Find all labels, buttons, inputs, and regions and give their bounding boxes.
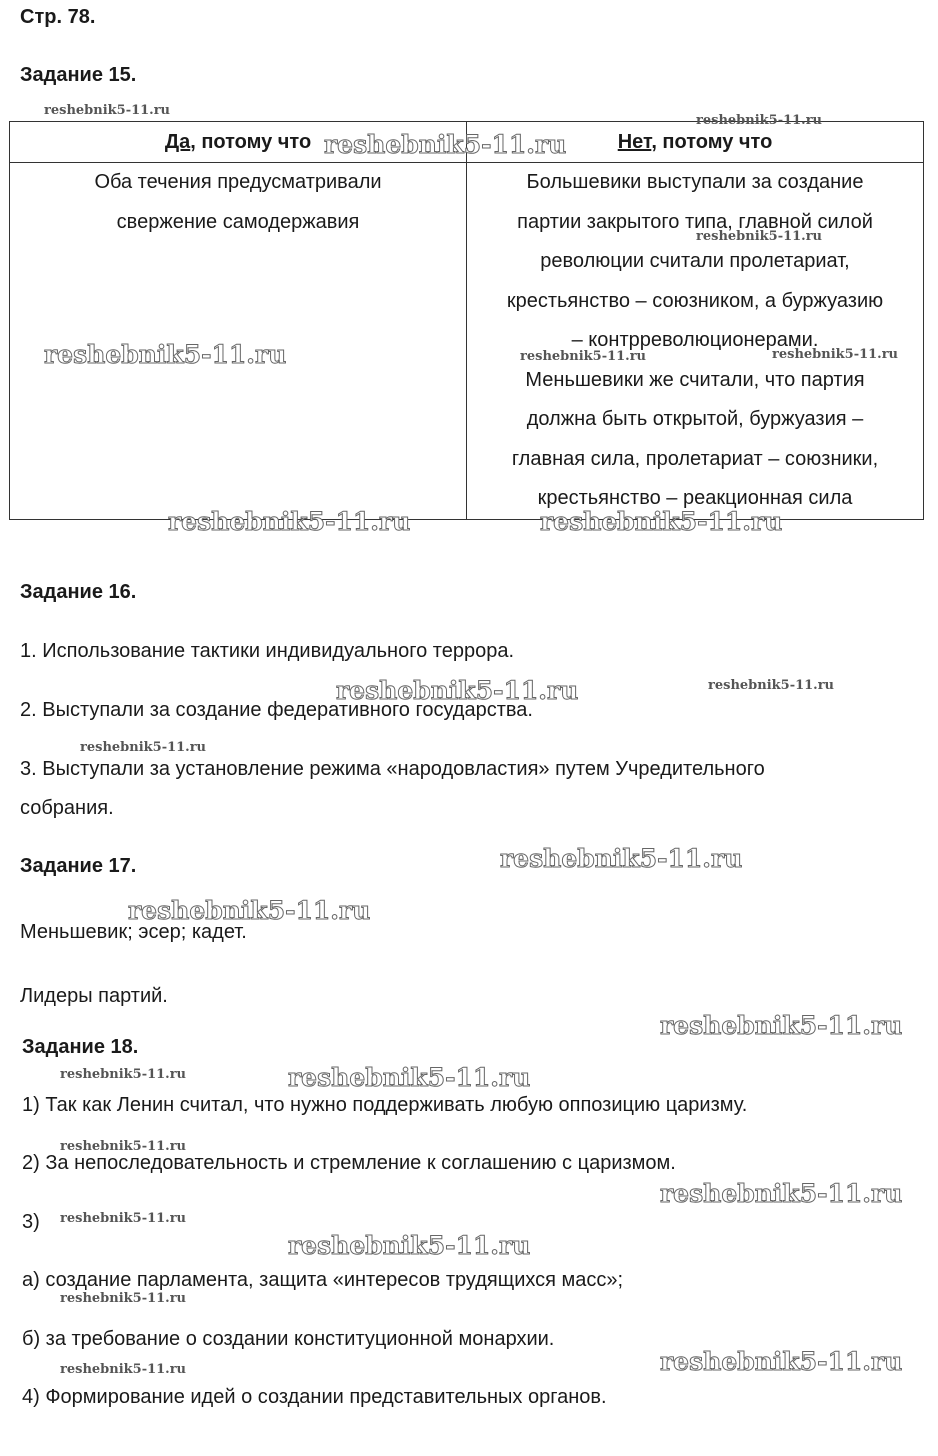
watermark: reshebnik5-11.ru	[168, 507, 411, 536]
watermark: reshebnik5-11.ru	[60, 1139, 187, 1154]
task16-item: собрания.	[20, 797, 114, 819]
watermark: reshebnik5-11.ru	[324, 130, 567, 159]
task18-item: а) создание парламента, защита «интересов трудящихся масс»;	[22, 1269, 624, 1291]
yes-rest: , потому что	[190, 130, 312, 153]
watermark: reshebnik5-11.ru	[660, 1179, 903, 1208]
task18-item: 2) За непоследовательность и стремление к соглашению с царизмом.	[22, 1152, 676, 1174]
watermark: reshebnik5-11.ru	[60, 1291, 187, 1306]
watermark: reshebnik5-11.ru	[60, 1362, 187, 1377]
watermark: reshebnik5-11.ru	[44, 340, 287, 369]
watermark: reshebnik5-11.ru	[520, 349, 647, 364]
no-line: партии закрытого типа, главной силой	[517, 210, 873, 233]
watermark: reshebnik5-11.ru	[660, 1347, 903, 1376]
no-rest: , потому что	[651, 130, 773, 153]
yes-line: Оба течения предусматривали	[94, 171, 382, 193]
watermark: reshebnik5-11.ru	[540, 507, 783, 536]
watermark: reshebnik5-11.ru	[772, 347, 899, 362]
task18-heading: Задание 18.	[22, 1036, 139, 1058]
task15-table	[9, 121, 924, 520]
no-line: Большевики выступали за создание	[526, 171, 864, 193]
no-line: крестьянство – реакционная сила	[537, 487, 853, 509]
watermark: reshebnik5-11.ru	[708, 678, 835, 693]
task17-answer: Лидеры партий.	[20, 985, 168, 1007]
no-word: Нет	[617, 130, 652, 153]
watermark: reshebnik5-11.ru	[60, 1067, 187, 1082]
task18-item: б) за требование о создании конституционной монархии.	[22, 1328, 555, 1350]
task16-heading: Задание 16.	[20, 581, 137, 603]
watermark: reshebnik5-11.ru	[660, 1011, 903, 1040]
task15-heading: Задание 15.	[20, 64, 137, 86]
watermark: reshebnik5-11.ru	[60, 1211, 187, 1226]
task16-item: 1. Использование тактики индивидуального террора.	[20, 640, 514, 662]
yes-line: свержение самодержавия	[116, 210, 360, 233]
watermark: reshebnik5-11.ru	[128, 896, 371, 925]
watermark: reshebnik5-11.ru	[336, 676, 579, 705]
task18-item: 1) Так как Ленин считал, что нужно поддерживать любую оппозицию царизму.	[22, 1094, 748, 1116]
task18-item: 4) Формирование идей о создании представительных органов.	[22, 1386, 607, 1408]
yes-word: Да	[164, 130, 191, 153]
page-label: Стр. 78.	[20, 6, 96, 28]
task17-answer: Меньшевик; эсер; кадет.	[20, 921, 247, 943]
watermark: reshebnik5-11.ru	[80, 740, 207, 755]
task17-heading: Задание 17.	[20, 855, 137, 877]
watermark: reshebnik5-11.ru	[44, 103, 171, 118]
no-line: крестьянство – союзником, а буржуазию	[506, 289, 884, 312]
watermark: reshebnik5-11.ru	[696, 229, 823, 244]
watermark: reshebnik5-11.ru	[696, 113, 823, 128]
task18-item: 3)	[22, 1211, 40, 1233]
no-cell	[467, 163, 924, 520]
task16-item: 3. Выступали за установление режима «народовластия» путем Учредительного	[20, 758, 765, 780]
watermark: reshebnik5-11.ru	[500, 844, 743, 873]
watermark: reshebnik5-11.ru	[288, 1063, 531, 1092]
watermark: reshebnik5-11.ru	[288, 1231, 531, 1260]
no-line: Меньшевики же считали, что партия	[525, 368, 865, 391]
no-line: – контрреволюционерами.	[571, 329, 819, 351]
task16-item: 2. Выступали за создание федеративного государства.	[20, 699, 533, 721]
no-line: главная сила, пролетариат – союзники,	[511, 447, 879, 470]
no-line: должна быть открытой, буржуазия –	[526, 408, 864, 430]
no-line: революции считали пролетариат,	[540, 250, 850, 272]
